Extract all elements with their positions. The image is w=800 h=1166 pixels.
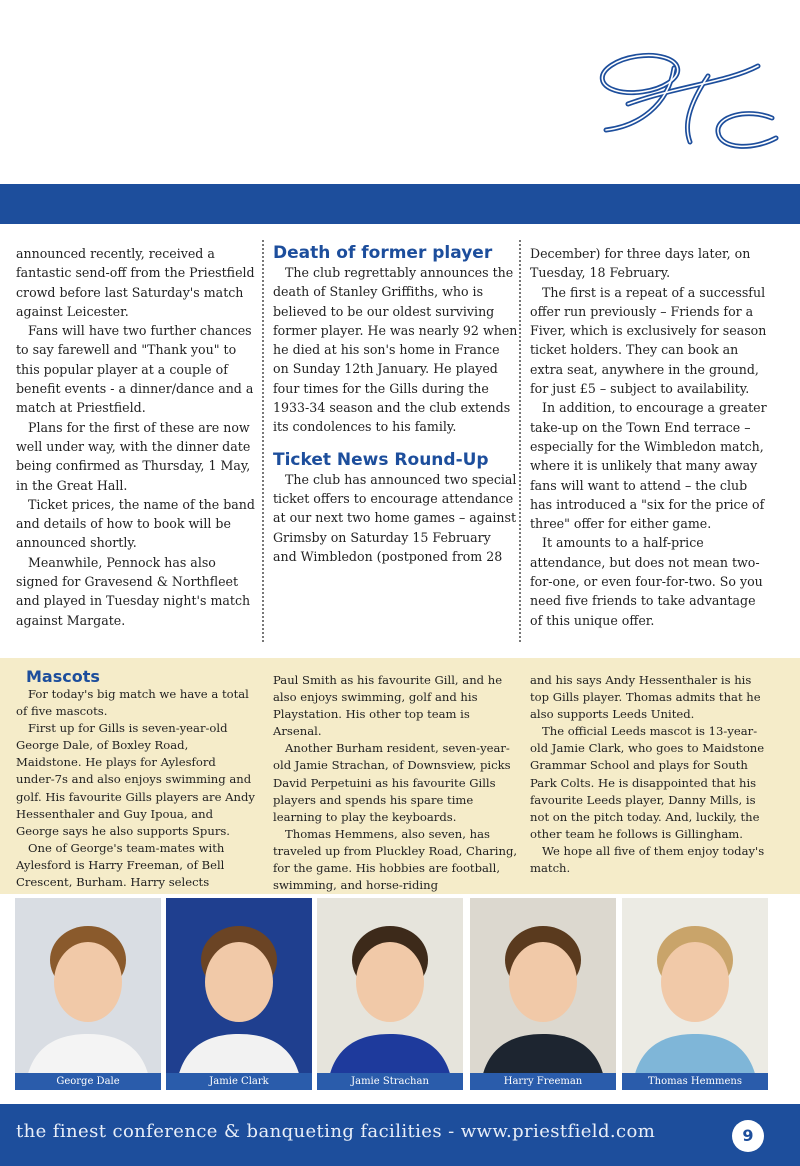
mascot-photo [470,898,616,1090]
col1-paragraph: announced recently, received a fantastic send-off from the Priestfield crowd before last Saturday's match against Leicester. [16,246,255,319]
mascots-paragraph: The official Leeds mascot is 13-year-old Jamie Clark, who goes to Maidstone Grammar School and plays for South Park Colts. He is disappointed that his favourite Leeds player, Danny Mills, is not on the pitch today. And, luckily, the other team he follows is Gillingham. [530,724,765,841]
death-heading: Death of former player [273,243,493,263]
photo-caption: Thomas Hemmens [622,1073,768,1090]
article-column-3 [530,244,770,630]
mascots-column-2 [273,672,518,894]
column-divider [262,240,264,642]
mascot-photo [166,898,312,1090]
mascot-photo [622,898,768,1090]
mascots-paragraph: Thomas Hemmens, also seven, has traveled up from Pluckley Road, Charing, for the game. His hobbies are football, swimming, and horse-riding [273,826,518,893]
mascot-portrait [166,898,312,1090]
ticket-heading: Ticket News Round-Up [273,449,489,470]
mascots-column-3 [530,672,770,877]
mascots-paragraph: For today's big match we have a total of five mascots. [16,687,249,719]
col3-paragraph: The first is a repeat of a successful offer run previously – Friends for a Fiver, which is exclusively for season ticket holders. They can book an extra seat, anywhere in the ground, for just £5 – subject to availability. [530,284,767,397]
mascot-photo [15,898,161,1090]
photo-caption: George Dale [15,1073,161,1090]
col3-paragraph: In addition, to encourage a greater take-up on the Town End terrace – especially for the Wimbledon match, where it is unlikely that many away fans will want to attend – the club has introduced a "six for the price of three" offer for either game. [530,400,767,532]
photo-caption: Harry Freeman [470,1073,616,1090]
mascot-photo [317,898,463,1090]
mascots-heading: Mascots [26,667,100,686]
column-divider [519,240,521,642]
footer-text: the finest conference & banqueting facilities - www.priestfield.com [16,1121,656,1142]
mascot-portrait [470,898,616,1090]
ticket-paragraph: The club has announced two special ticket offers to encourage attendance at our next two home games – against Grimsby on Saturday 15 February and Wimbledon (postponed from 28 [273,471,517,564]
mascot-photos [0,894,800,1104]
photo-caption: Jamie Strachan [317,1073,463,1090]
mascot-portrait [317,898,463,1090]
col1-paragraph: Ticket prices, the name of the band and details of how to book will be announced shortly. [16,496,255,551]
col1-paragraph: Meanwhile, Pennock has also signed for Gravesend & Northfleet and played in Tuesday night's match against Margate. [16,554,251,628]
article-column-2 [273,244,518,566]
col3-paragraph: December) for three days later, on Tuesday, 18 February. [530,246,751,281]
col3-paragraph: It amounts to a half-price attendance, but does not mean two-for-one, or even four-for-two. So you need five friends to take advantage of this unique offer. [530,535,763,628]
mascots-paragraph: We hope all five of them enjoy today's match. [530,843,765,876]
article-column-1 [16,244,256,630]
mascots-paragraph: One of George's team-mates with Aylesford is Harry Freeman, of Bell Crescent, Burham. Harry selects [16,840,225,890]
mascot-portrait [15,898,161,1090]
photo-caption: Jamie Clark [166,1073,312,1090]
mascots-paragraph: Another Burham resident, seven-year-old Jamie Strachan, of Downsview, picks David Perpetuini as his favourite Gills players and spends his spare time learning to play the keyboards. [273,741,511,824]
gfc-logo [588,46,784,158]
death-paragraph: The club regrettably announces the death of Stanley Griffiths, who is believed to be our oldest surviving former player. He was nearly 92 when he died at his son's home in France on Sunday 12th January. He played four times for the Gills during the 1933-34 season and the club extends its condolences to his family. [273,265,518,435]
col1-paragraph: Fans will have two further chances to say farewell and "Thank you" to this popular player at a couple of benefit events - a dinner/dance and a match at Priestfield. [16,323,254,416]
mascots-column-1 [16,668,256,908]
top-color-band [0,184,800,224]
mascot-portrait [622,898,768,1090]
page-number: 9 [732,1120,764,1152]
mascots-paragraph: and his says Andy Hessenthaler is his top Gills player. Thomas admits that he also supports Leeds United. [530,673,761,722]
mascots-paragraph: First up for Gills is seven-year-old George Dale, of Boxley Road, Maidstone. He plays for Aylesford under-7s and also enjoys swimming and golf. His favourite Gills players are Andy Hessenthaler and Guy Ipoua, and George says he also supports Spurs. [16,721,255,838]
mascots-paragraph: Paul Smith as his favourite Gill, and he also enjoys swimming, golf and his Playstation. His other top team is Arsenal. [273,673,503,739]
col1-paragraph: Plans for the first of these are now well under way, with the dinner date being confirmed as Thursday, 1 May, in the Great Hall. [16,419,251,493]
